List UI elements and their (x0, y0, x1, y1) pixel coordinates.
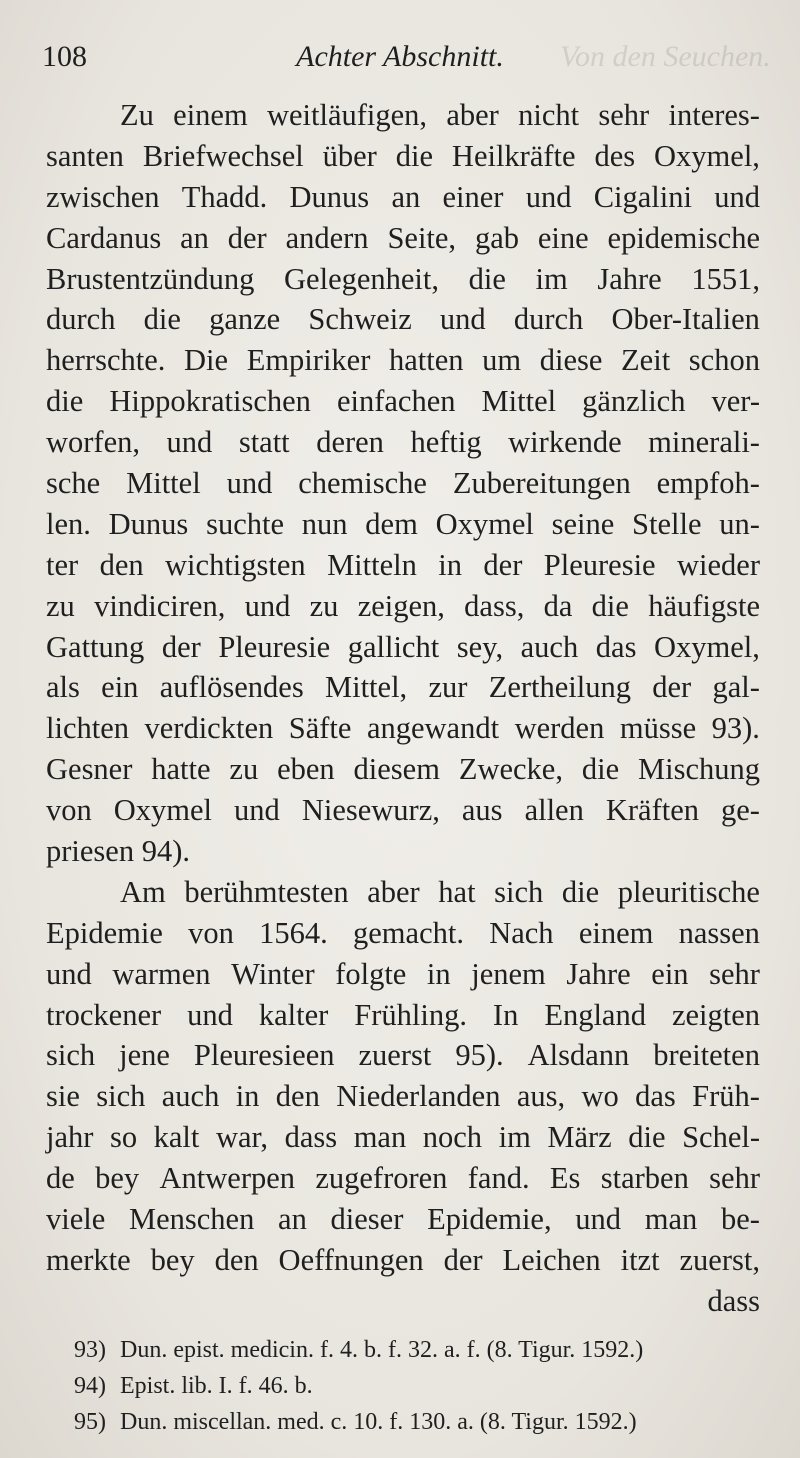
text-line: die Hippokratischen einfachen Mittel gänzlich ver- (46, 384, 760, 419)
body-text (46, 95, 760, 1322)
bleed-through-text: Von den Seuchen. (560, 40, 771, 73)
text-line: ter den wichtigsten Mitteln in der Pleuresie wieder (46, 547, 760, 582)
text-line: zwischen Thadd. Dunus an einer und Cigalini und (46, 179, 760, 214)
text-line: jahr so kalt war, dass man noch im März die Schel- (46, 1120, 760, 1155)
text-line: worfen, und statt deren heftig wirkende minerali- (46, 425, 760, 460)
text-line: trockener und kalter Frühling. In England zeigten (46, 997, 760, 1032)
text-line: Zu einem weitläufigen, aber nicht sehr interes- (120, 98, 760, 132)
footnote-number: 93) (74, 1337, 106, 1363)
text-line: sie sich auch in den Niederlanden aus, wo das Früh- (46, 1079, 760, 1114)
footnote (74, 1332, 764, 1368)
text-line: Gattung der Pleuresie gallicht sey, auch das Oxymel, (46, 629, 760, 664)
text-line: als ein auflösendes Mittel, zur Zertheilung der gal- (46, 670, 760, 705)
text-line: dass (707, 1283, 760, 1318)
text-line: Gesner hatte zu eben diesem Zwecke, die Mischung (46, 752, 760, 787)
footnote (74, 1404, 764, 1440)
footnote-text: Dun. miscellan. med. c. 10. f. 130. a. (8. Tigur. 1592.) (120, 1409, 637, 1435)
text-line: lichten verdickten Säfte angewandt werden müsse 93). (46, 711, 760, 746)
footnote-number: 94) (74, 1373, 106, 1399)
text-line: merkte bey den Oeffnungen der Leichen itzt zuerst, (46, 1242, 760, 1277)
text-line: zu vindiciren, und zu zeigen, dass, da die häufigste (46, 588, 760, 623)
text-line: Cardanus an der andern Seite, gab eine epidemische (46, 220, 760, 255)
text-line: priesen 94). (46, 834, 190, 869)
text-line: Brustentzündung Gelegenheit, die im Jahre 1551, (46, 261, 760, 296)
text-line: len. Dunus suchte nun dem Oxymel seine Stelle un- (46, 506, 760, 541)
text-line: de bey Antwerpen zugefroren fand. Es starben sehr (46, 1161, 760, 1196)
text-line: viele Menschen an dieser Epidemie, und man be- (46, 1202, 760, 1237)
text-line: sich jene Pleuresieen zuerst 95). Alsdann breiteten (46, 1038, 760, 1073)
text-line: herrschte. Die Empiriker hatten um diese Zeit schon (46, 343, 760, 378)
text-line: sche Mittel und chemische Zubereitungen empfoh- (46, 466, 760, 501)
text-line: und warmen Winter folgte in jenem Jahre ein sehr (46, 956, 760, 991)
footnotes (74, 1332, 764, 1440)
running-head: Achter Abschnitt. (296, 40, 504, 73)
page-number: 108 (42, 40, 87, 73)
page-header (40, 40, 760, 84)
text-line: durch die ganze Schweiz und durch Ober-Italien (46, 302, 760, 337)
text-line: santen Briefwechsel über die Heilkräfte des Oxymel, (46, 138, 760, 173)
footnote-text: Dun. epist. medicin. f. 4. b. f. 32. a. f. (8. Tigur. 1592.) (120, 1337, 644, 1363)
text-line: Am berühmtesten aber hat sich die pleuritische (120, 874, 760, 909)
footnote (74, 1368, 764, 1404)
text-line: von Oxymel und Niesewurz, aus allen Kräften ge- (46, 793, 760, 828)
footnote-text: Epist. lib. I. f. 46. b. (120, 1373, 313, 1399)
text-line: Epidemie von 1564. gemacht. Nach einem nassen (46, 915, 760, 950)
footnote-number: 95) (74, 1409, 106, 1435)
